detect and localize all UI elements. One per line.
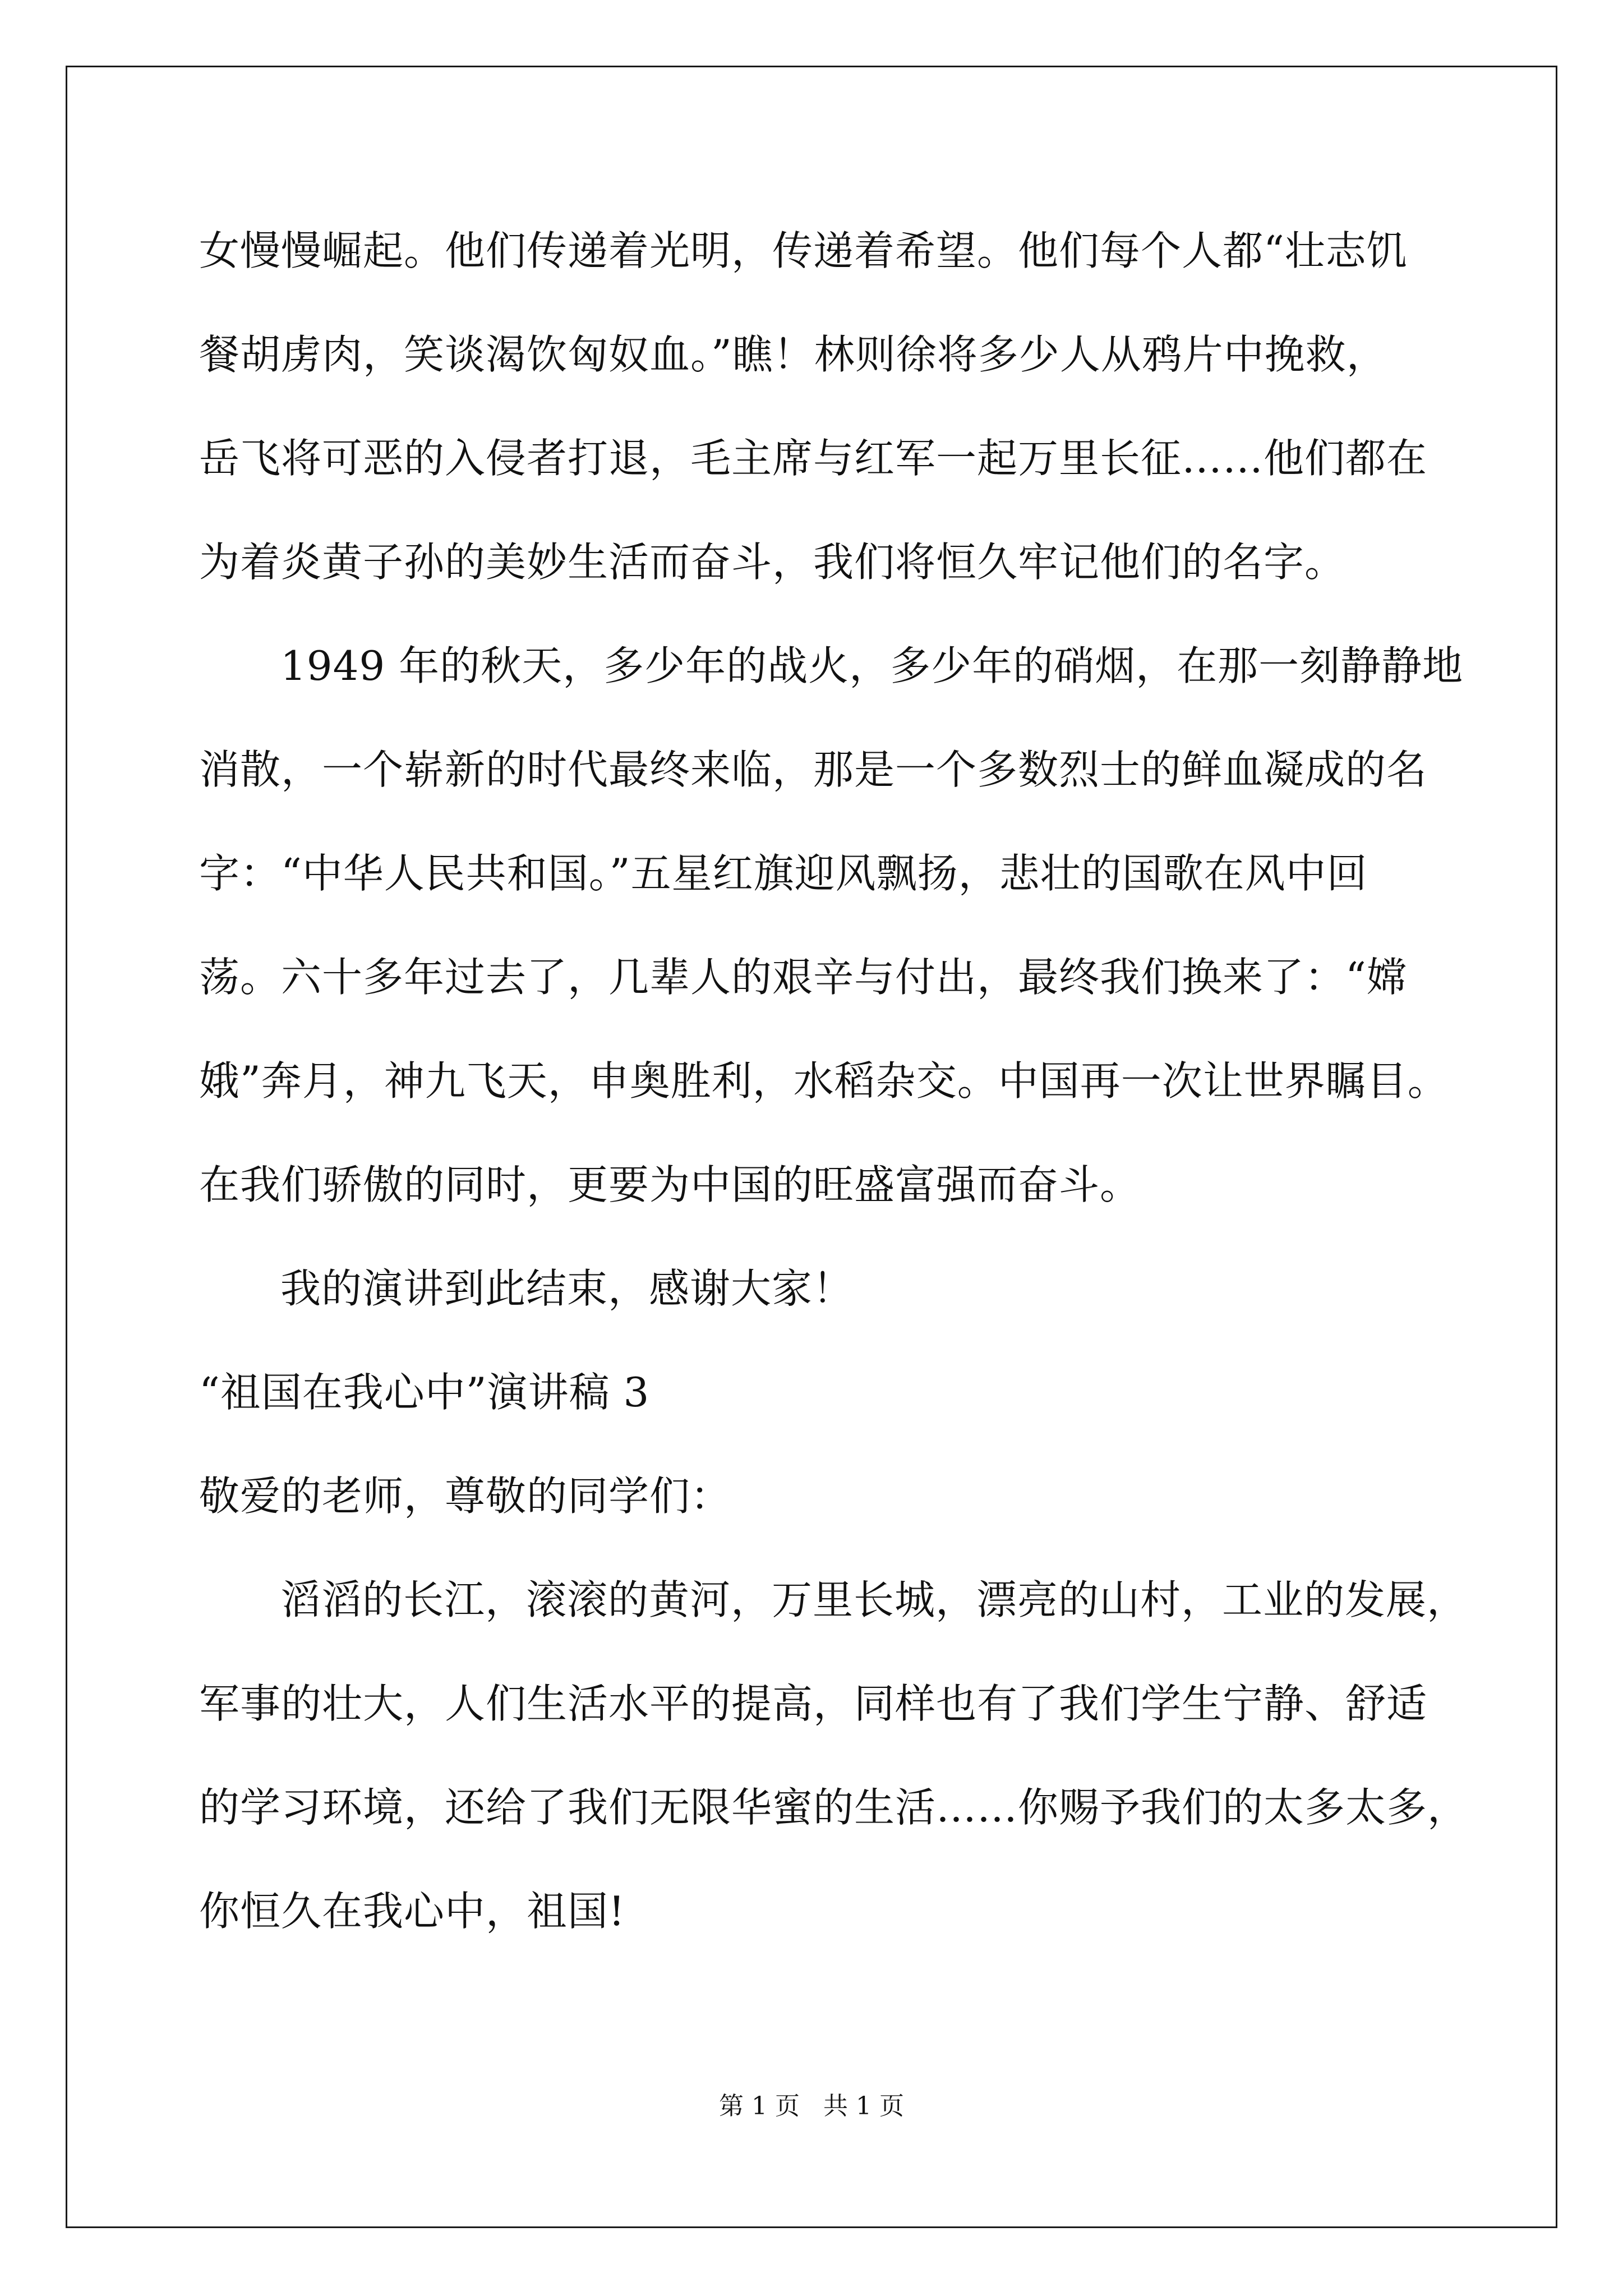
text-line: 在我们骄傲的同时，更要为中国的旺盛富强而奋斗。 bbox=[199, 1161, 1141, 1208]
text-line: 女慢慢崛起。他们传递着光明，传递着希望。他们每个人都“壮志饥 bbox=[199, 227, 1408, 274]
text-line: 你恒久在我心中，祖国! bbox=[199, 1888, 625, 1935]
text-line: 餐胡虏肉，笑谈渴饮匈奴血。”瞧！林则徐将多少人从鸦片中挽救， bbox=[199, 331, 1387, 378]
page-footer bbox=[0, 2090, 1623, 2123]
paragraph-first-line: 1949 年的秋天，多少年的战火，多少年的硝烟，在那一刻静静地 bbox=[280, 642, 1464, 689]
text-line: 娥”奔月，神九飞天，申奥胜利，水稻杂交。中国再一次让世界瞩目。 bbox=[199, 1057, 1449, 1105]
section-heading: “祖国在我心中”演讲稿 3 bbox=[199, 1369, 650, 1416]
closing-line: 我的演讲到此结束，感谢大家！ bbox=[280, 1265, 854, 1312]
text-line: 的学习环境，还给了我们无限华蜜的生活……你赐予我们的太多太多， bbox=[199, 1784, 1469, 1831]
text-line: 荡。六十多年过去了，几辈人的艰辛与付出，最终我们换来了：“嫦 bbox=[199, 954, 1408, 1001]
page-total: 共 1 页 bbox=[823, 2092, 904, 2120]
text-line: 岳飞将可恶的入侵者打退，毛主席与红军一起万里长征……他们都在 bbox=[199, 435, 1428, 482]
text-line: 军事的壮大，人们生活水平的提高，同样也有了我们学生宁静、舒适 bbox=[199, 1680, 1428, 1727]
document-body bbox=[199, 216, 1469, 1980]
paragraph-first-line: 滔滔的长江，滚滚的黄河，万里长城，漂亮的山村，工业的发展， bbox=[280, 1576, 1468, 1623]
salutation: 敬爱的老师，尊敬的同学们： bbox=[199, 1473, 732, 1520]
page-number: 第 1 页 bbox=[719, 2092, 800, 2120]
text-line: 字：“中华人民共和国。”五星红旗迎风飘扬，悲壮的国歌在风中回 bbox=[199, 850, 1368, 897]
text-line: 消散，一个崭新的时代最终来临，那是一个多数烈士的鲜血凝成的名 bbox=[199, 746, 1428, 793]
text-line: 为着炎黄子孙的美妙生活而奋斗，我们将恒久牢记他们的名字。 bbox=[199, 539, 1346, 586]
